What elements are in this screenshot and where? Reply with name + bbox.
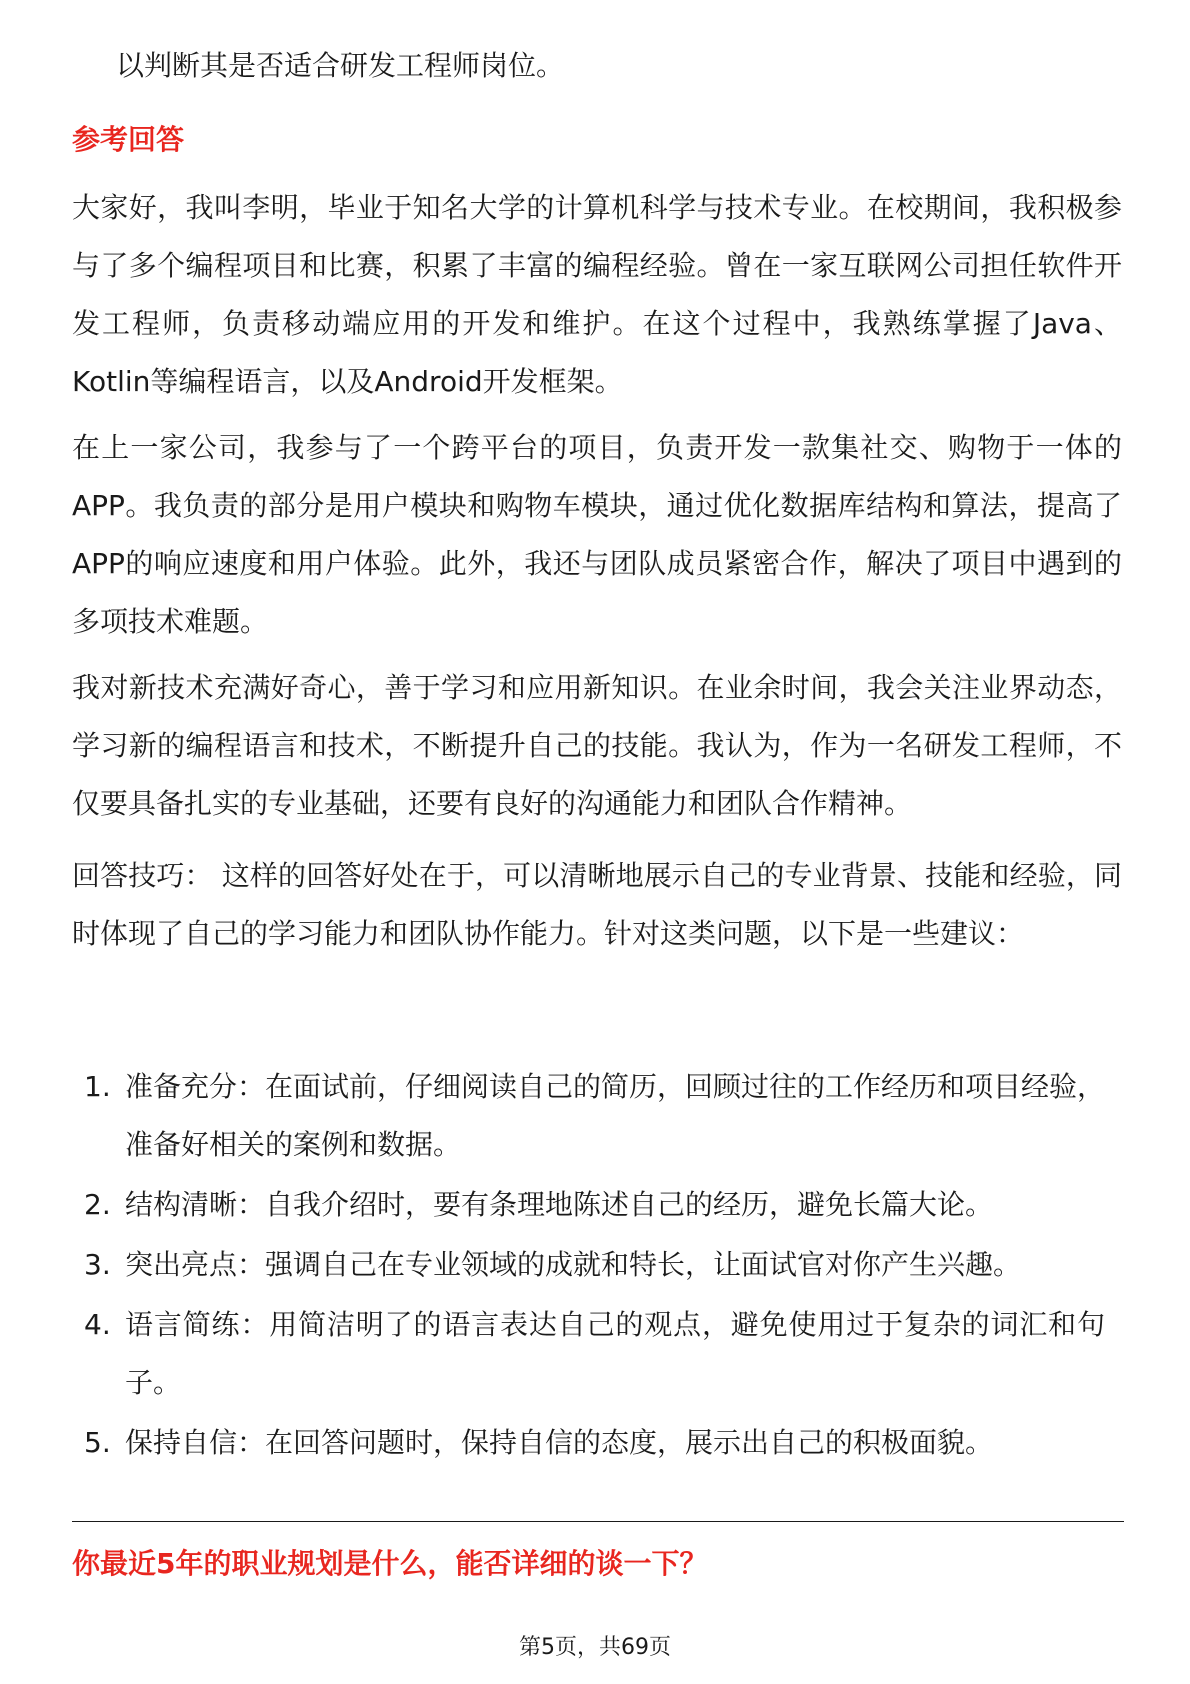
page-footer: 第5页，共69页 [519, 1635, 671, 1660]
intro-continuation: 以判断其是否适合研发工程师岗位。 [116, 49, 565, 82]
list-item-number: 2. [84, 1188, 111, 1221]
tips-intro: 回答技巧： 这样的回答好处在于，可以清晰地展示自己的专业背景、技能和经验，同时体现了自己的学习能力和团队协作能力。针对这类问题，以下是一些建议： [72, 859, 1122, 950]
section-divider [72, 1521, 1124, 1522]
list-item-number: 5. [84, 1426, 111, 1459]
list-item [0, 1296, 1190, 1412]
list-item [0, 1058, 1190, 1174]
answer-heading: 参考回答 [72, 123, 185, 156]
list-item [0, 1414, 1190, 1472]
answer-paragraph-2: 在上一家公司，我参与了一个跨平台的项目，负责开发一款集社交、购物于一体的APP。我负责的部分是用户模块和购物车模块，通过优化数据库结构和算法，提高了APP的响应速度和用户体验。此外，我还与团队成员紧密合作，解决了项目中遇到的多项技术难题。 [72, 431, 1122, 638]
list-item [0, 1176, 1190, 1234]
list-item-text: 突出亮点：强调自己在专业领域的成就和特长，让面试官对你产生兴趣。 [125, 1248, 1022, 1281]
list-item-number: 3. [84, 1248, 111, 1281]
list-item-number: 4. [84, 1308, 111, 1341]
next-question-heading: 你最近5年的职业规划是什么，能否详细的谈一下？ [72, 1547, 708, 1580]
list-item-text: 语言简练：用简洁明了的语言表达自己的观点，避免使用过于复杂的词汇和句子。 [125, 1308, 1105, 1399]
list-item-text: 准备充分：在面试前，仔细阅读自己的简历，回顾过往的工作经历和项目经验，准备好相关的案例和数据。 [125, 1070, 1106, 1161]
list-item-text: 保持自信：在回答问题时，保持自信的态度，展示出自己的积极面貌。 [125, 1426, 994, 1459]
answer-paragraph-1: 大家好，我叫李明，毕业于知名大学的计算机科学与技术专业。在校期间，我积极参与了多个编程项目和比赛，积累了丰富的编程经验。曾在一家互联网公司担任软件开发工程师，负责移动端应用的开发和维护。在这个过程中，我熟练掌握了Java、Kotlin等编程语言，以及Android开发框架。 [72, 191, 1122, 398]
answer-paragraph-3: 我对新技术充满好奇心，善于学习和应用新知识。在业余时间，我会关注业界动态，学习新的编程语言和技术，不断提升自己的技能。我认为，作为一名研发工程师，不仅要具备扎实的专业基础，还要有良好的沟通能力和团队合作精神。 [72, 671, 1122, 820]
list-item-number: 1. [84, 1070, 111, 1103]
list-item [0, 1236, 1190, 1294]
list-item-text: 结构清晰：自我介绍时，要有条理地陈述自己的经历，避免长篇大论。 [125, 1188, 994, 1221]
tips-list [0, 1058, 1190, 1474]
